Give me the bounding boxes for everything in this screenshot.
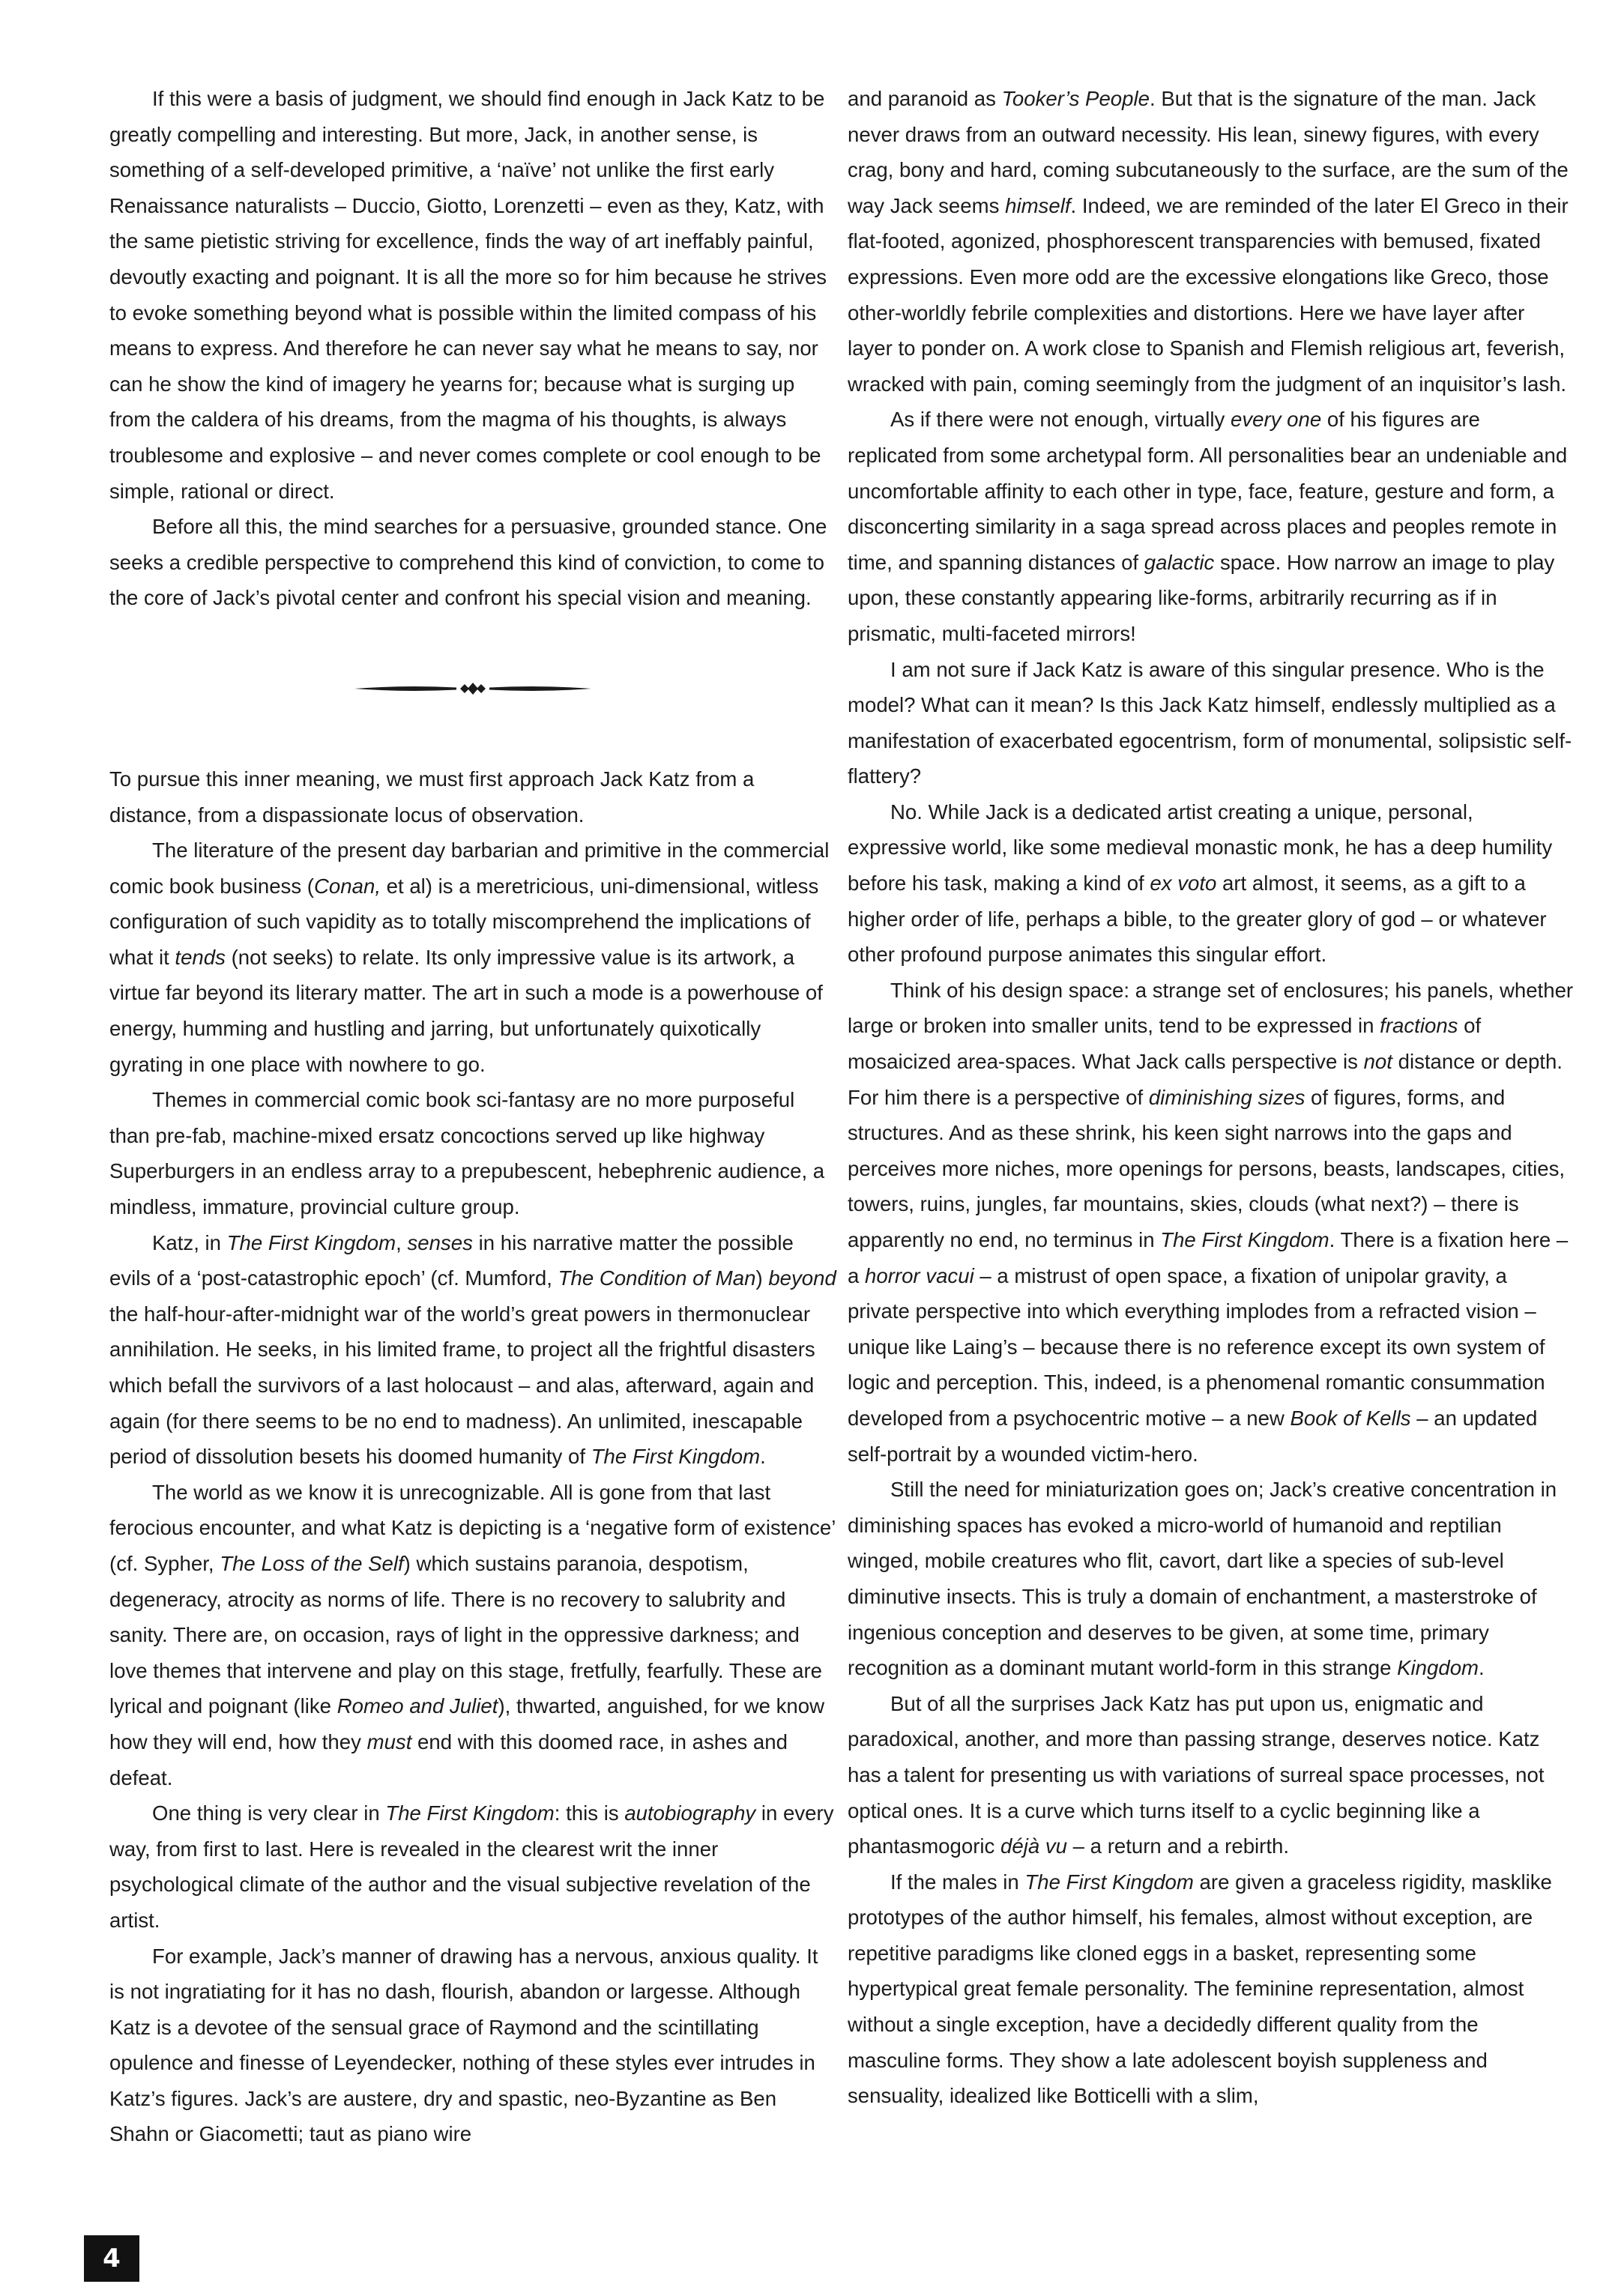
right-paragraph-1 (848, 81, 1575, 402)
text-run: As if there were not enough, virtually (890, 408, 1231, 432)
text-run: of figures, forms, and structures. And as these shrink, his keen sight narrows into the gaps and perceives more niches, more openings for persons, beasts, landscapes, cities, towers, ruins, jungles, far mountains, skies, clouds (what next?) – there is apparently no end, no terminus in (848, 1085, 1566, 1251)
italic-text-run: tends (175, 945, 226, 969)
italic-text-run: autobiography (624, 1801, 756, 1825)
italic-text-run: himself (1005, 193, 1071, 217)
text-run: The literature of the present day barbarian and primitive in the commercial comic book business ( (109, 839, 830, 898)
text-run: ) (755, 1266, 769, 1290)
text-run: Before all this, the mind searches for a persuasive, grounded stance. One seeks a credible perspective to comprehend this kind of conviction, to come to the core of Jack’s pivotal center and confront his special vision and meaning. (109, 515, 827, 610)
right-paragraph-7 (848, 1686, 1575, 1864)
italic-text-run: Book of Kells (1290, 1406, 1411, 1430)
text-run: If the males in (890, 1870, 1025, 1894)
italic-text-run: Tooker’s People (1001, 87, 1150, 110)
text-run: – a mistrust of open space, a fixation of unipolar gravity, a private perspective into which everything implodes from a refracted vision – unique like Laing’s – because there is no reference except its own system of logic and perception. This, indeed, is a phenomenal romantic consummation developed from a psychocentric motive – a new (848, 1263, 1545, 1430)
italic-text-run: déjà vu (1000, 1834, 1067, 1858)
text-run: space. How narrow an image to play upon, these constantly appearing like-forms, arbitrarily recurring as if in prismatic, multi-faceted mirrors! (848, 550, 1555, 645)
left-paragraph-7 (109, 1475, 836, 1795)
italic-text-run: fractions (1380, 1014, 1458, 1038)
text-run: Katz, in (152, 1230, 227, 1254)
left-paragraph-3 (109, 761, 836, 833)
text-run: of mosaicized area-spaces. What Jack calls perspective is (848, 1014, 1482, 1074)
text-run: . (760, 1445, 766, 1469)
italic-text-run: horror vacui (865, 1263, 974, 1287)
italic-text-run: The First Kingdom (1024, 1870, 1194, 1894)
italic-text-run: diminishing sizes (1148, 1085, 1305, 1109)
left-paragraph-8 (109, 1795, 836, 1938)
text-run: One thing is very clear in (152, 1801, 386, 1825)
text-run: – a return and a rebirth. (1067, 1834, 1290, 1858)
text-run: , (396, 1230, 408, 1254)
italic-text-run: senses (407, 1230, 473, 1254)
text-run: . There is a fixation here – a (848, 1228, 1569, 1287)
left-paragraph-5 (109, 1082, 836, 1224)
text-run: . Indeed, we are reminded of the later El Greco in their flat-footed, agonized, phosphorescent transparencies with bemused, fixated expressions. Even more odd are the excessive elongations like Greco, those other-worldly febrile complexities and distortions. Here we have layer after layer to ponder on. A work close to Spanish and Flemish religious art, feverish, wracked with pain, coming seemingly from the judgment of an inquisitor’s lash. (848, 193, 1569, 396)
text-run: Still the need for miniaturization goes on; Jack’s creative concentration in diminishing spaces has evoked a micro-world of humanoid and reptilian winged, mobile creatures who flit, cavort, dart like a species of sub-level diminutive insects. This is truly a domain of enchantment, a masterstroke of ingenious conception and deserves to be given, at some time, primary recognition as a dominant mutant world-form in this strange (848, 1478, 1557, 1680)
text-run: No. While Jack is a dedicated artist creating a unique, personal, expressive world, like some medieval monastic monk, he has a deep humility before his task, making a kind of (848, 800, 1553, 895)
text-run: ) which sustains paranoia, despotism, degeneracy, atrocity as norms of life. There is no recovery to salubrity and sanity. There are, on occasion, rays of light in the oppressive darkness; and love themes that intervene and play on this stage, fretfully, fearfully. These are lyrical and poignant (like (109, 1551, 822, 1718)
right-paragraph-8 (848, 1864, 1575, 2114)
text-run: in every way, from first to last. Here is revealed in the clearest writ the inner psychological climate of the author and the visual subjective revelation of the artist. (109, 1801, 834, 1932)
text-run: et al) is a meretricious, uni-dimensional, witless configuration of such vapidity as to totally miscomprehend the implications of what it (109, 874, 819, 969)
text-run: in his narrative matter the possible evils of a ‘post-catastrophic epoch’ (cf. Mumford, (109, 1230, 794, 1290)
italic-text-run: Romeo and Juliet (336, 1694, 498, 1718)
italic-text-run: The First Kingdom (1160, 1228, 1329, 1251)
flourish-ornament-icon (353, 681, 593, 696)
right-paragraph-6 (848, 1472, 1575, 1686)
text-run: . (1479, 1656, 1485, 1680)
text-run: of his figures are replicated from some archetypal form. All personalities bear an undeniable and uncomfortable affinity to each other in type, face, feature, gesture and form, a disconcerting similarity in a saga spread across places and peoples remote in time, and spanning distances of (848, 408, 1568, 574)
right-paragraph-2 (848, 402, 1575, 651)
text-run: Themes in commercial comic book sci-fantasy are no more purposeful than pre-fab, machine-mixed ersatz concoctions served up like highway Superburgers in an endless array to a prepubescent, hebephrenic audience, a mindless, immature, provincial culture group. (109, 1088, 825, 1219)
text-run: . But that is the signature of the man. Jack never draws from an outward necessity. His lean, sinewy figures, with every crag, bony and hard, coming subcutaneously to the surface, are the sum of the way Jack seems (848, 87, 1569, 217)
text-run: Think of his design space: a strange set of enclosures; his panels, whether large or broken into smaller units, tend to be expressed in (848, 978, 1574, 1038)
left-paragraph-6 (109, 1225, 836, 1475)
italic-text-run: The Loss of the Self (220, 1551, 404, 1575)
italic-text-run: every one (1231, 408, 1322, 432)
left-paragraph-9 (109, 1939, 836, 2153)
italic-text-run: not (1363, 1050, 1392, 1074)
italic-text-run: must (366, 1729, 412, 1753)
text-run: The world as we know it is unrecognizable. All is gone from that last ferocious encounter, and what Katz is depicting is a ‘negative form of existence’ (cf. Sypher, (109, 1480, 836, 1575)
right-paragraph-3 (848, 652, 1575, 794)
italic-text-run: The Condition of Man (558, 1266, 756, 1290)
left-column (109, 81, 836, 2152)
text-run: I am not sure if Jack Katz is aware of this singular presence. Who is the model? What can it mean? Is this Jack Katz himself, endlessly multiplied as a manifestation of exacerbated egocentrism, form of monumental, solipsistic self-flattery? (848, 657, 1572, 788)
text-run: : this is (554, 1801, 625, 1825)
text-run: are given a graceless rigidity, masklike prototypes of the author himself, his females, almost without exception, are repetitive paradigms like cloned eggs in a basket, representing some hypertypical great female personality. The feminine representation, almost without a single exception, have a decidedly different quality from the masculine forms. They show a late adolescent boyish suppleness and sensuality, idealized like Botticelli with a slim, (848, 1870, 1552, 2108)
right-paragraph-4 (848, 794, 1575, 973)
text-run: If this were a basis of judgment, we should find enough in Jack Katz to be greatly compelling and interesting. But more, Jack, in another sense, is something of a self-developed primitive, a ‘naïve’ not unlike the first early Renaissance naturalists – Duccio, Giotto, Lorenzetti – even as they, Katz, with the same pietistic striving for excellence, finds the way of art ineffably painful, devoutly exacting and poignant. It is all the more so for him because he strives to evoke something beyond what is possible within the limited compass of his means to express. And therefore he can never say what he means to say, nor can he show the kind of imagery he yearns for; because what is surging up from the caldera of his dreams, from the magma of his thoughts, is always troublesome and explosive – and never comes complete or cool enough to be simple, rational or direct. (109, 87, 827, 503)
italic-text-run: Kingdom (1397, 1656, 1479, 1680)
section-divider-ornament (109, 616, 836, 761)
text-run: For example, Jack’s manner of drawing has a nervous, anxious quality. It is not ingratiating for it has no dash, flourish, abandon or largesse. Although Katz is a devotee of the sensual grace of Raymond and the scintillating opulence and finesse of Leyendecker, nothing of these styles ever intrudes in Katz’s figures. Jack’s are austere, dry and spastic, neo-Byzantine as Ben Shahn or Giacometti; taut as piano wire (109, 1944, 818, 2146)
left-paragraph-1 (109, 81, 836, 509)
text-run: the half-hour-after-midnight war of the world’s great powers in thermonuclear annihilation. He seeks, in his limited frame, to project all the frightful disasters which befall the survivors of a last holocaust – and alas, afterward, again and again (for there seems to be no end to madness). An unlimited, inescapable period of dissolution besets his doomed humanity of (109, 1302, 815, 1469)
italic-text-run: The First Kingdom (226, 1230, 396, 1254)
text-run: and paranoid as (848, 87, 1002, 110)
text-run: end with this doomed race, in ashes and defeat. (109, 1729, 788, 1789)
italic-text-run: Conan, (314, 874, 381, 898)
text-run: – an updated self-portrait by a wounded victim-hero. (848, 1406, 1538, 1466)
text-run: distance or depth. For him there is a perspective of (848, 1050, 1563, 1109)
italic-text-run: beyond (768, 1266, 836, 1290)
page-number: 4 (103, 2244, 121, 2274)
left-paragraph-2 (109, 509, 836, 616)
italic-text-run: The First Kingdom (591, 1445, 761, 1469)
left-paragraph-4 (109, 833, 836, 1082)
text-run: (not seeks) to relate. Its only impressive value is its artwork, a virtue far beyond its literary matter. The art in such a mode is a powerhouse of energy, humming and hustling and jarring, but unfortunately quixotically gyrating in one place with nowhere to go. (109, 945, 823, 1076)
text-run: ), thwarted, anguished, for we know how they will end, how they (109, 1694, 825, 1753)
italic-text-run: The First Kingdom (385, 1801, 555, 1825)
text-run: To pursue this inner meaning, we must first approach Jack Katz from a distance, from a dispassionate locus of observation. (109, 767, 755, 827)
right-paragraph-5 (848, 973, 1575, 1472)
right-column (848, 81, 1575, 2114)
italic-text-run: ex voto (1150, 871, 1217, 895)
text-run: But of all the surprises Jack Katz has put upon us, enigmatic and paradoxical, another, and more than passing strange, deserves notice. Katz has a talent for presenting us with variations of surreal space processes, not optical ones. It is a curve which turns itself to a cyclic beginning like a phantasmogoric (848, 1691, 1545, 1858)
page-number-badge (84, 2235, 139, 2282)
text-run: art almost, it seems, as a gift to a higher order of life, perhaps a bible, to the greater glory of god – or whatever other profound purpose animates this singular effort. (848, 871, 1547, 967)
italic-text-run: galactic (1144, 550, 1215, 574)
